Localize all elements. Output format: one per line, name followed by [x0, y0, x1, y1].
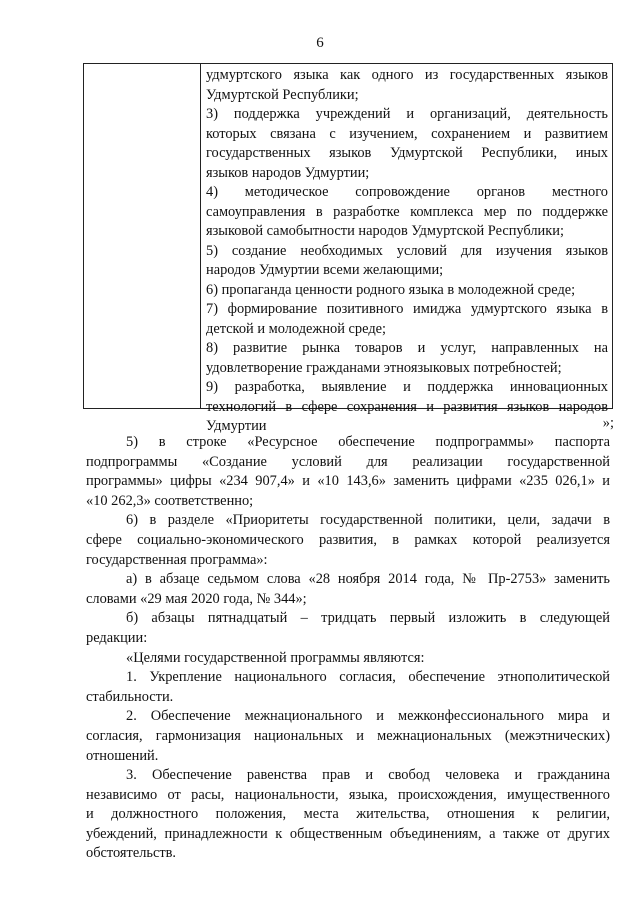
table-cell-content: [206, 66, 608, 437]
paragraph-line: словами «29 мая 2020 года, № 344»;: [86, 590, 307, 607]
paragraph-line: независимо от расы, национальности, языка, происхождения, имущественного: [86, 786, 610, 803]
paragraph-line: убеждений, принадлежности к общественным объединениям, а также от других: [86, 825, 610, 842]
paragraph: [86, 649, 610, 669]
paragraph-line: государственная программа»:: [86, 551, 268, 568]
paragraph: [86, 433, 610, 511]
paragraph-line: 3. Обеспечение равенства прав и свобод человека и гражданина: [126, 767, 610, 784]
table-text-line: 4) методическое сопровождение органов местного: [206, 184, 608, 200]
paragraph-line: «Целями государственной программы являются:: [126, 649, 425, 666]
table-text-line: 5) создание необходимых условий для изучения языков: [206, 242, 608, 259]
table-text-line: 6) пропаганда ценности родного языка в молодежной среде;: [206, 281, 576, 298]
paragraph: [86, 766, 610, 864]
table-text-line: технологий в сфере сохранения и развития языков народов: [206, 398, 608, 415]
paragraph-line: б) абзацы пятнадцатый – тридцать первый изложить в следующей: [126, 610, 610, 627]
table-text-line: самоуправления в разработке комплекса мер по поддержке: [206, 203, 608, 220]
paragraph-line: и должностного положения, места жительства, отношения к религии,: [86, 806, 610, 823]
table-text-line: удмуртского языка как одного из государственных языков: [206, 67, 608, 83]
table-text-line: государственных языков Удмуртской Республики, иных: [206, 145, 608, 161]
paragraph-line: «10 262,3» соответственно;: [86, 492, 254, 509]
table-text-line: 7) формирование позитивного имиджа удмуртского языка в: [206, 301, 608, 317]
table-text-line: 9) разработка, выявление и поддержка инновационных: [206, 379, 608, 395]
table-column-divider: [200, 64, 201, 408]
passport-table: [83, 63, 613, 434]
closing-quote-mark: »;: [602, 415, 614, 431]
document-body: [86, 433, 610, 864]
paragraph-line: стабильности.: [86, 688, 174, 705]
table-text-line: удовлетворение гражданами этноязыковых потребностей;: [206, 359, 562, 376]
paragraph-line: 1. Укрепление национального согласия, обеспечение этнополитической: [126, 669, 610, 686]
paragraph-line: программы» цифры «234 907,4» и «10 143,6» заменить цифрами «235 026,1» и: [86, 473, 610, 490]
paragraph: [86, 570, 610, 609]
paragraph: [86, 707, 610, 766]
table-text-line: детской и молодежной среде;: [206, 320, 387, 337]
paragraph-line: а) в абзаце седьмом слова «28 ноября 2014 года, № Пр-2753» заменить: [126, 571, 610, 588]
paragraph-line: редакции:: [86, 629, 148, 646]
table-text-line: 8) развитие рынка товаров и услуг, направленных на: [206, 340, 608, 356]
paragraph-line: 5) в строке «Ресурсное обеспечение подпрограммы» паспорта: [126, 434, 610, 450]
table-text-line: Удмуртии: [206, 418, 267, 434]
paragraph-line: 6) в разделе «Приоритеты государственной политики, цели, задачи в: [126, 512, 610, 529]
paragraph-line: 2. Обеспечение межнационального и межконфессионального мира и: [126, 708, 610, 725]
table-text-line: 3) поддержка учреждений и организаций, деятельность: [206, 106, 608, 122]
paragraph: [86, 609, 610, 648]
page-number: 6: [316, 35, 324, 51]
table-text-line: народов Удмуртии всеми желающими;: [206, 262, 444, 278]
paragraph-line: сфере социально-экономического развития, в рамках которой реализуется: [86, 531, 610, 548]
table-text-line: языков народов Удмуртии;: [206, 164, 370, 181]
paragraph-line: подпрограммы «Создание условий для реализации государственной: [86, 453, 610, 470]
paragraph-line: обстоятельств.: [86, 845, 177, 862]
table-text-line: Удмуртской Республики;: [206, 86, 359, 103]
paragraph: [86, 511, 610, 570]
paragraph: [86, 668, 610, 707]
paragraph-line: согласия, гармонизация национальных и межнациональных (межэтнических): [86, 727, 610, 744]
paragraph-line: отношений.: [86, 747, 159, 764]
table-text-line: языковой самобытности народов Удмуртской Республики;: [206, 223, 564, 239]
table-text-line: которых связана с изучением, сохранением и развитием: [206, 125, 608, 142]
